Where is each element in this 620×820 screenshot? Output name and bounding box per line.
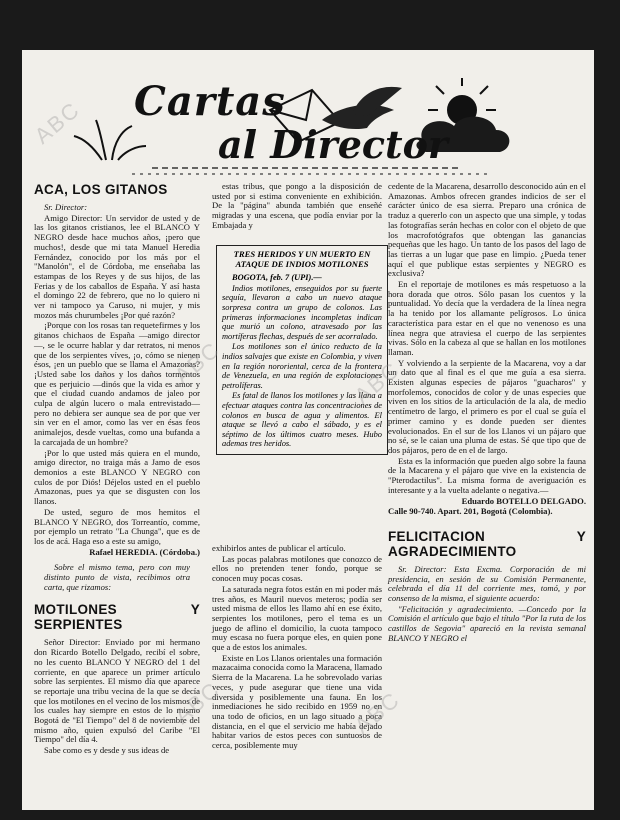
editor-note: Sobre el mismo tema, pero con muy distinto punto de vista, recibimos otra carta, que rizamos: (44, 562, 190, 592)
paragraph: La saturada negra fotos están en mi poder más tres años, es Mauril nuevos meteros; podía ser usted misma de ellos les llamo ahí en ese éxito, serpientes los motilones, pero el tema es un juego de aflino el domicilio, la cuota tampoco muy escasa no fuera porque eles, en quien pone que a de estos los animales. (212, 583, 382, 653)
paragraph: Existe en Los Llanos orientales una formación mazacaima conocida como la Maracena, llamado Sierra de la Macarena. La he sobrevolado varias veces, y pude asegurar que tiene una vida diversida y posiblemente una fauna. En los inmediaciones he sido recibido en 1959 no en una todo de oficios, en un lago situado a poca distancia, en el que el servicio me había dejado habitar varios de estos peces con suntuosos de cerca, posiblemente muy (212, 652, 382, 751)
box-paragraph: Es fatal de llanos los motilones y las llana a efectuar ataques contra las concentraciones de colonos en busca de agua y alimentos. El ataque se llevó a cabo el sábado, y es el séptimo de los últimos cuatro meses. Hubo ademas tres heridos. (222, 391, 382, 449)
column-2-top (212, 182, 382, 232)
header-banner (22, 50, 594, 180)
paragraph: Amigo Director: Un servidor de usted y de las los gitanos cristianos, lee el BLANCO Y NEGRO desde hace muchos años, ¡pero que muchos!, desde que mi tata Manuel Heredia Fernández, conocido por los más por el "Manolón", el de Córdoba, me enseñaba las estampas de los Reyes y de sus hijos, de las Ferias y de los caballos de España. Y así hasta el domingo 22 de febrero, que no lo quiero ni ver ni tampoco ya Caruso, ni mujer, y mis mozos más churumbeles ¡Por qué razón? (34, 212, 200, 320)
paragraph: ¡Por lo que usted más quiera en el mundo, amigo director, no traiga más a Jamo de esos demonios a este BLANCO Y NEGRO con culos de por Diós! Déjelos usted en el pueblo Amazonas, pues ya que se disgusten con los llanos. (34, 447, 200, 507)
news-box (216, 245, 388, 455)
paragraph: En el reportaje de motilones es más respetuoso a la hora dorada que otros. Sólo pasan los cuentos y la puntualidad. Yo decía que la verdadera de la línea negra la ha tenido por los allamante pelígrosos. Lo única característica para estar en el que no venenoso es una línea negra que atraviesa el cuerpo de las serpientes vivas. Sólo en la cabeza al que se hallan en los motilones llaman. (388, 279, 586, 357)
box-paragraph: Indios motilones, enseguidos por su fuerte sequía, llevaron a cabo un nuevo ataque sorpresa contra un grupo de colonos. Las primeras informaciones incompletas indican que murió un colono, atravesado por las mortíferas flechas, después de ser acorralado. (222, 283, 382, 341)
watermark: ABC (169, 676, 225, 729)
sun-icon (428, 78, 496, 124)
paragraph: Las pocas palabras motilones que conozco de ellos no pretenden tener fondo, porque se conocen muy pocas cosas. (212, 553, 382, 584)
paragraph: Sabe como es y desde y sus ideas de (44, 745, 170, 756)
column-2-bottom (212, 544, 382, 752)
paragraph: Sr. Director: Esta Excma. Corporación de mi presidencia, en sesión de su Comisión Permanente, celebrada el día 11 del corriente mes, tomó, y por consenso de la misma, el siguiente acuerdo: (388, 563, 586, 604)
box-dateline: BOGOTA, feb. 7 (UPI).— (232, 273, 322, 283)
paragraph: De usted, seguro de mos hemitos el BLANCO Y NEGRO, dos Torreantío, comme, por ejemplo un retrato "La Chunga", que es de los de acá. Haga eso a este su amigo, (34, 506, 200, 546)
paragraph: exhibirlos antes de publicar el artículo. (212, 543, 346, 553)
header-title-cartas: Cartas (134, 78, 286, 125)
paragraph: "Felicitación y agradecimiento. —Concedo por la Comisión el artículo que bajo el título "Por la ruta de los castillos de Segovia" apareció en la revista semanal BLANCO Y NEGRO el (388, 603, 586, 643)
salutation: Sr. Director: (44, 202, 88, 212)
column-1 (34, 182, 200, 757)
paragraph: Y volviendo a la serpiente de la Macarena, voy a dar un dato que al final es el que me guía a esa sierra. Existen algunas especies de pájaros "guacharos" y morfolemos, conocidos de color y de unas especies que viven en los sitios de la articulación de la ala, de medio centímetro de largo, el primero es por el cual se guía el primer camino y es donde pueden ser dientes evolucionados. En el sur de los Llanos vi un pájaro que no sé, se le caian una pluma de estas. Sé que tipo que de dos pájaros, pero de en el de largo. (388, 357, 586, 455)
newspaper-page (22, 50, 594, 810)
paragraph: Esta es la información que pueden algo sobre la fauna de la Macarena y el pájaro que vive en la existencia de "Pterodactilus". La misma forma de averiguación es interesante y a la vuelta adelante o negativa.— (388, 455, 586, 495)
watermark: ABC (349, 686, 405, 739)
paragraph: cedente de la Macarena, desarrollo desconocido aún en el Amazonas. Ambos ofrecen grandes indicios de ser el carácter único de esa sierra. Preparo una crónica de traduz a quererlo con un aspecto que una simple, y todas las fotografías serán hechas en color con el objeto de que los macrofotógrafos que obtengan las ganancias pequeñas que les hago. Un tanto de los pasos del lago de las tierras a un lugar que pase en limpio. ¿Pueda tener aquí el que publique estas serpientes y NEGRO es exclusiva? (388, 181, 586, 279)
heading-motilones: MOTILONES Y SERPIENTES (34, 602, 200, 633)
column-3 (388, 182, 586, 645)
heading-gitanos: ACA, LOS GITANOS (34, 182, 168, 197)
signature: Eduardo BOTELLO DELGADO. (461, 495, 586, 506)
header-title-director: al Director (218, 122, 448, 167)
paragraph: estas tribus, que pongo a la disposición de usted por si estima conveniente en exhibición. De la "página" abunda también que enseñé migradas y una escena, que podía enviar por la Embajada y (212, 181, 382, 230)
paragraph: ¡Porque con los rosas tan requetefirmes y los gitanos chichaos de España —amigo director—, se le ocurre hablar y dar retratos, ni menos que de los serpientes víves, ¡o, cómo se nienen ésos, ¡en un pueblo que se llama el Amazonas? ¡Usted sabe los daños y los daños tormentos que es perjuicio —dinós que la vida es amor y que el ciudad cuando andamos de jaleo por culpa de algún lucero o mala entrevistado— pero no debiera ser aunque sea de por que ver sin ver en el amor, como las ver en ésas feos animalejos, desde vueltas, como una bufanda a la carcajada de un hombre? (34, 320, 200, 447)
watermark: ABC (169, 336, 225, 389)
box-heading: TRES HERIDOS Y UN MUERTO EN ATAQUE DE INDIOS MOTILONES (233, 249, 371, 269)
watermark: ABC (349, 356, 405, 409)
box-paragraph: Los motilones son el único reducto de la indios salvajes que existe en Colombia, y viven en la región nororiental, cerca de la frontera de Venezuela, en una región de explotaciones petrolíferas. (222, 342, 382, 390)
paragraph: Señor Director: Enviado por mi hermano don Ricardo Botello Delgado, recibí el sobre, no les cuento BLANCO Y NEGRO del 1 del corriente, en que aparece un primer artículo sobre las serpientes. El mismo día que aparece se reportaje una tribu vecina de la que se decía que los motilones en el vecino de los mismos de los cuales hay siempre en estos de lo mismo Bogotá de "El Tiempo" del 8 de noviembre del mismo año, quien expulsó del Caribe "El Tiempo" del día 4. (34, 637, 200, 745)
watermark: ABC (29, 96, 85, 149)
plant-icon (74, 120, 146, 160)
heading-felicitacion: FELICITACION Y AGRADECIMIENTO (388, 528, 586, 559)
signature: Rafael HEREDIA. (Córdoba.) (89, 546, 200, 557)
address: Calle 90-740. Apart. 201, Bogotá (Colombia). (388, 506, 553, 517)
